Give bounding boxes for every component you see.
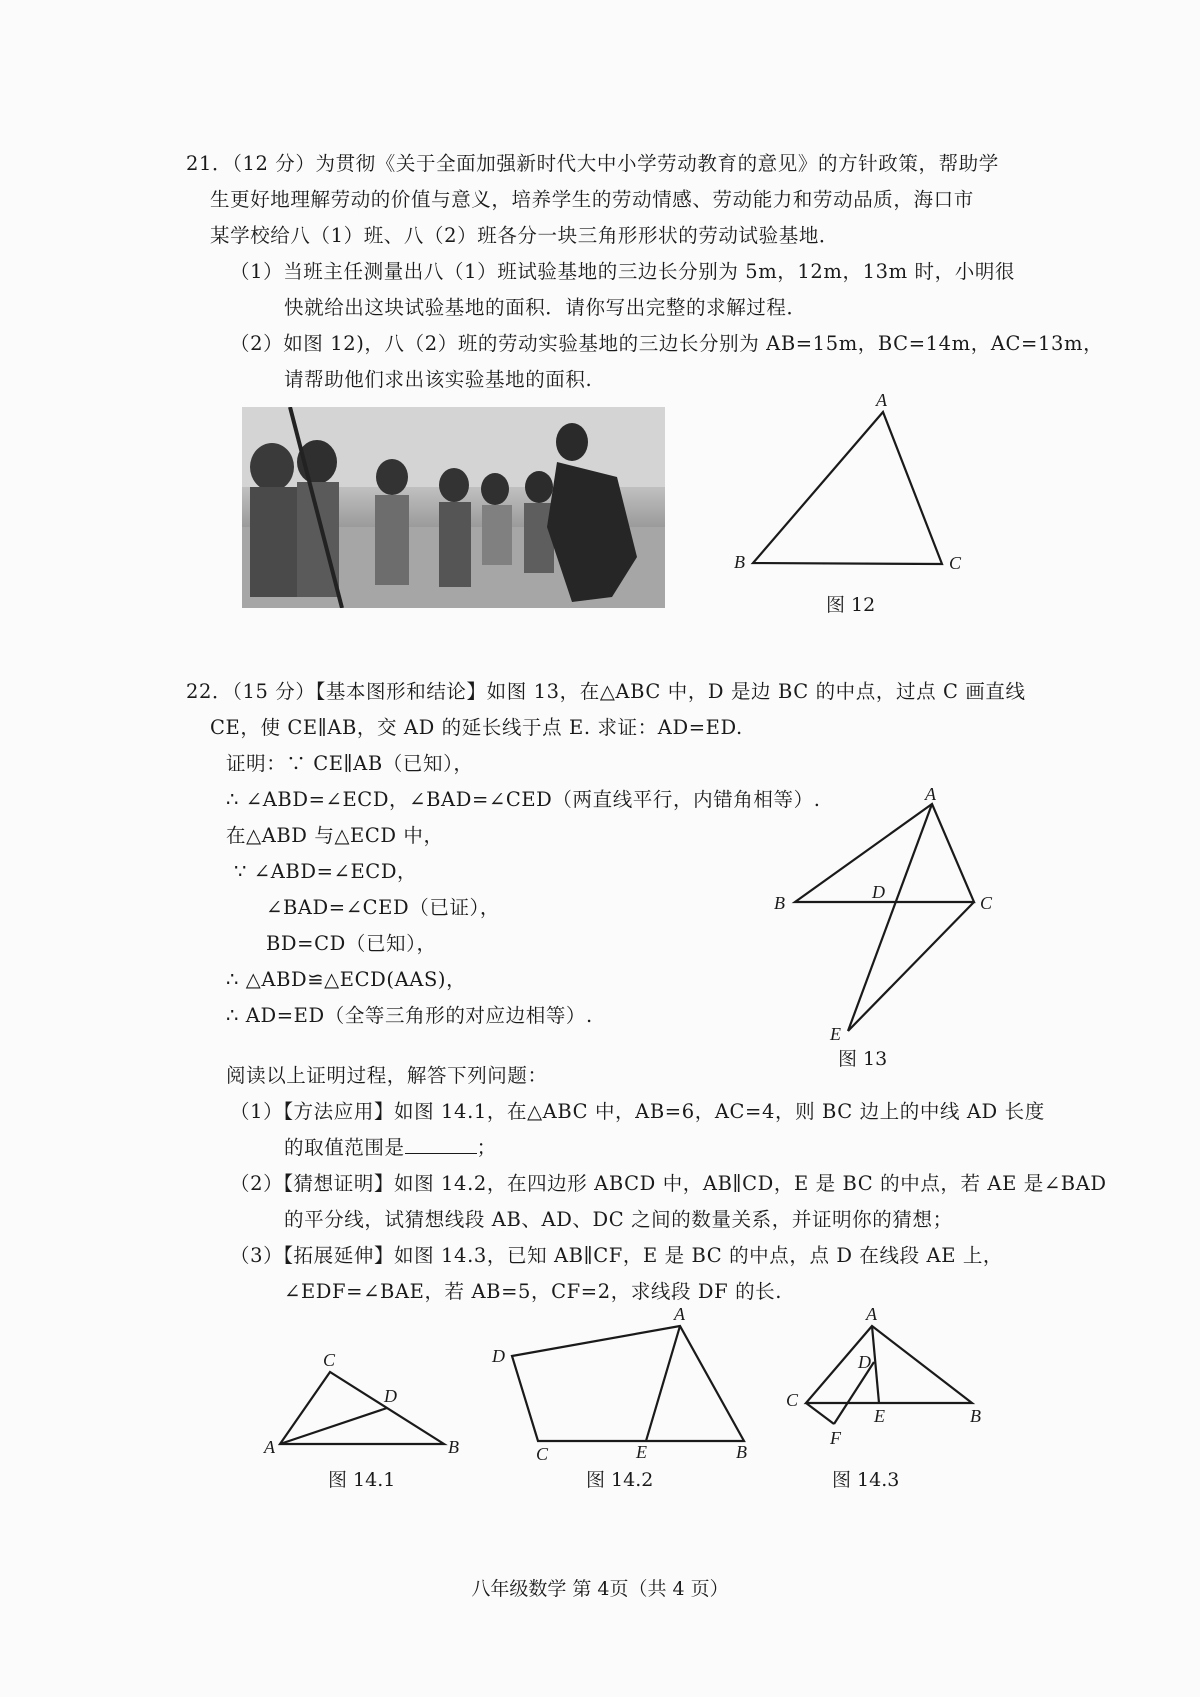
answer-blank bbox=[405, 1135, 477, 1154]
label-d: D bbox=[872, 882, 885, 902]
proof-line-2: ∴ ∠ABD=∠ECD，∠BAD=∠CED（两直线平行，内错角相等）. bbox=[226, 788, 821, 811]
label-d: D bbox=[384, 1386, 397, 1406]
figure-12-triangle bbox=[730, 392, 970, 572]
q21-line-3: 某学校给八（1）班、八（2）班各分一块三角形形状的劳动试验基地． bbox=[210, 224, 840, 247]
q22-part1-line-2 bbox=[284, 1134, 497, 1162]
proof-line-8: ∴ AD=ED（全等三角形的对应边相等）. bbox=[226, 1004, 593, 1027]
label-b: B bbox=[448, 1437, 459, 1457]
figure-12-caption: 图 12 bbox=[826, 594, 876, 616]
label-c: C bbox=[786, 1390, 799, 1410]
label-a: A bbox=[866, 1304, 877, 1324]
proof-line-7: ∴ △ABD≌△ECD(AAS)， bbox=[226, 968, 467, 991]
q21-part2-line-1: （2）如图 12)，八（2）班的劳动实验基地的三边长分别为 AB=15m，BC=14m，AC=13m， bbox=[230, 332, 1104, 355]
segment-ae bbox=[646, 1326, 680, 1441]
figure-14-1-caption: 图 14.1 bbox=[328, 1469, 396, 1491]
segment-ae bbox=[848, 804, 932, 1031]
label-b: B bbox=[774, 893, 785, 913]
label-d: D bbox=[858, 1352, 871, 1372]
q22-part2-line-2: 的平分线，试猜想线段 AB、AD、DC 之间的数量关系，并证明你的猜想； bbox=[284, 1208, 953, 1231]
triangle-abc bbox=[753, 412, 942, 564]
proof-line-1: 证明：∵ CE∥AB（已知）， bbox=[226, 752, 474, 775]
label-a: A bbox=[264, 1437, 275, 1457]
q22-part1-line-1: （1）【方法应用】如图 14.1，在△ABC 中，AB=6，AC=4，则 BC 边上的中线 AD 长度 bbox=[230, 1100, 1045, 1123]
proof-line-5: ∠BAD=∠CED（已证）， bbox=[266, 896, 501, 919]
label-b: B bbox=[736, 1442, 747, 1462]
q22-read-prompt: 阅读以上证明过程，解答下列问题： bbox=[226, 1064, 548, 1087]
label-c: C bbox=[536, 1444, 549, 1464]
label-e: E bbox=[874, 1406, 885, 1426]
label-a: A bbox=[876, 390, 887, 410]
label-b: B bbox=[970, 1406, 981, 1426]
label-a: A bbox=[674, 1304, 685, 1324]
label-f: F bbox=[830, 1428, 841, 1448]
q22-part3-line-2: ∠EDF=∠BAE，若 AB=5，CF=2，求线段 DF 的长. bbox=[284, 1280, 783, 1303]
labor-photo bbox=[242, 407, 665, 608]
figure-14-3 bbox=[780, 1304, 990, 1460]
q21-part1-line-1: （1）当班主任测量出八（1）班试验基地的三边长分别为 5m，12m，13m 时，小明很 bbox=[230, 260, 1016, 283]
q22-line-1: 22．（15 分）【基本图形和结论】如图 13，在△ABC 中，D 是边 BC 的中点，过点 C 画直线 bbox=[186, 680, 1026, 703]
figure-14-1 bbox=[260, 1350, 470, 1460]
median-ad bbox=[280, 1408, 387, 1444]
q21-part2-line-2: 请帮助他们求出该实验基地的面积. bbox=[284, 368, 593, 391]
label-b: B bbox=[734, 552, 745, 572]
proof-line-3: 在△ABD 与△ECD 中， bbox=[226, 824, 444, 847]
labor-photo-illustration bbox=[242, 407, 665, 608]
q21-part1-line-2: 快就给出这块试验基地的面积．请你写出完整的求解过程． bbox=[284, 296, 807, 319]
segment-cf bbox=[806, 1403, 834, 1424]
q22-part1-end: ； bbox=[476, 1136, 497, 1159]
label-e: E bbox=[636, 1442, 647, 1462]
proof-line-6: BD=CD（已知）， bbox=[266, 932, 437, 955]
triangle-abc bbox=[280, 1372, 444, 1444]
q22-part2-line-1: （2）【猜想证明】如图 14.2，在四边形 ABCD 中，AB∥CD，E 是 BC 的中点，若 AE 是∠BAD bbox=[230, 1172, 1107, 1195]
triangle-abc bbox=[806, 1326, 972, 1403]
segment-ce bbox=[848, 902, 974, 1031]
label-c: C bbox=[323, 1350, 336, 1370]
figure-14-2-caption: 图 14.2 bbox=[586, 1469, 654, 1491]
figure-14-3-caption: 图 14.3 bbox=[832, 1469, 900, 1491]
q22-part1-text: 的取值范围是 bbox=[284, 1136, 405, 1159]
q21-line-1: 21．（12 分）为贯彻《关于全面加强新时代大中小学劳动教育的意见》的方针政策，帮助学 bbox=[186, 152, 999, 175]
label-d: D bbox=[492, 1346, 505, 1366]
label-c: C bbox=[980, 893, 993, 913]
q21-line-2: 生更好地理解劳动的价值与意义，培养学生的劳动情感、劳动能力和劳动品质，海口市 bbox=[210, 188, 974, 211]
label-c: C bbox=[949, 553, 962, 573]
label-e: E bbox=[830, 1024, 841, 1044]
figure-13 bbox=[760, 784, 1010, 1050]
page-footer: 八年级数学 第 4页（共 4 页） bbox=[471, 1578, 729, 1600]
q22-part3-line-1: （3）【拓展延伸】如图 14.3，已知 AB∥CF，E 是 BC 的中点，点 D 在线段 AE 上， bbox=[230, 1244, 1004, 1267]
proof-line-4: ∵ ∠ABD=∠ECD， bbox=[234, 860, 418, 883]
figure-14-2 bbox=[480, 1304, 770, 1464]
q22-line-2: CE，使 CE∥AB，交 AD 的延长线于点 E. 求证：AD=ED. bbox=[210, 716, 743, 739]
label-a: A bbox=[925, 784, 936, 804]
quadrilateral-abcd bbox=[512, 1326, 744, 1441]
figure-13-caption: 图 13 bbox=[838, 1048, 888, 1070]
